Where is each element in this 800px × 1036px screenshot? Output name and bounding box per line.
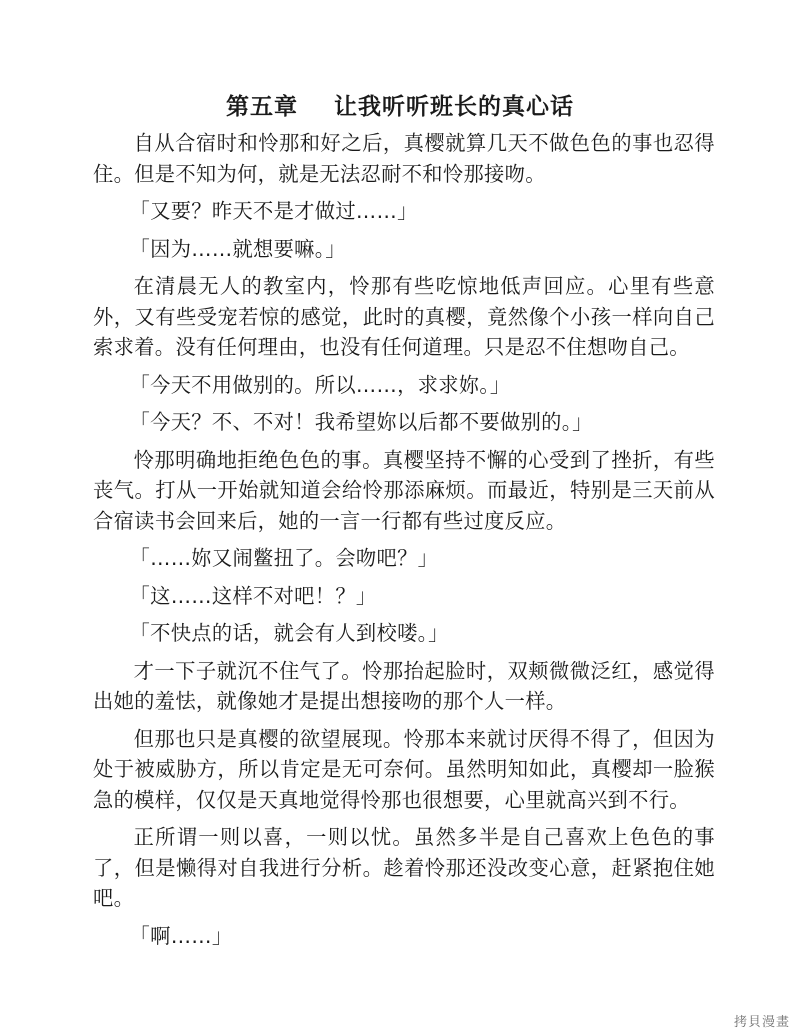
paragraph: 但那也只是真樱的欲望展现。怜那本来就讨厌得不得了，但因为处于被威胁方，所以肯定是无可奈何。虽然明知如此，真樱却一脸猴急的模样，仅仅是天真地觉得怜那也很想要，心里就高兴到不行。 [93,726,715,812]
paragraph: 怜那明确地拒绝色色的事。真樱坚持不懈的心受到了挫折，有些丧气。打从一开始就知道会给怜那添麻烦。而最近，特别是三天前从合宿读书会回来后，她的一言一行都有些过度反应。 [93,447,715,533]
paragraph: 自从合宿时和怜那和好之后，真樱就算几天不做色色的事也忍得住。但是不知为何，就是无法忍耐不和怜那接吻。 [93,131,715,186]
paragraph: 在清晨无人的教室内，怜那有些吃惊地低声回应。心里有些意外，又有些受宠若惊的感觉，此时的真樱，竟然像个小孩一样向自己索求着。没有任何理由，也没有任何道理。只是忍不住想吻自己。 [93,274,715,359]
dialogue-line: 「……妳又闹鳖扭了。会吻吧？」 [129,546,439,570]
dialogue-line: 「啊……」 [129,923,233,948]
chapter-body [93,128,715,958]
dialogue-line: 「今天不用做别的。所以……，求求妳。」 [129,372,511,397]
dialogue-line: 「不快点的话，就会有人到校喽。」 [129,621,449,645]
paragraph: 正所谓一则以喜，一则以忧。虽然多半是自己喜欢上色色的事了，但是懒得对自我进行分析。趁着怜那还没改变心意，赶紧抱住她吧。 [93,825,715,910]
chapter-title: 第五章 让我听听班长的真心话 [225,94,575,120]
dialogue-line: 「因为……就想要嘛。」 [129,236,346,261]
dialogue-line: 「又要？昨天不是才做过……」 [129,199,418,223]
dialogue-line: 「今天？不、不对！我希望妳以后都不要做别的。」 [129,410,593,434]
paragraph: 才一下子就沉不住气了。怜那抬起脸时，双颊微微泛红，感觉得出她的羞怯，就像她才是提出想接吻的那个人一样。 [93,658,715,713]
dialogue-line: 「这……这样不对吧！？」 [129,583,377,608]
watermark-logo: 拷貝漫畫 [733,1015,790,1030]
